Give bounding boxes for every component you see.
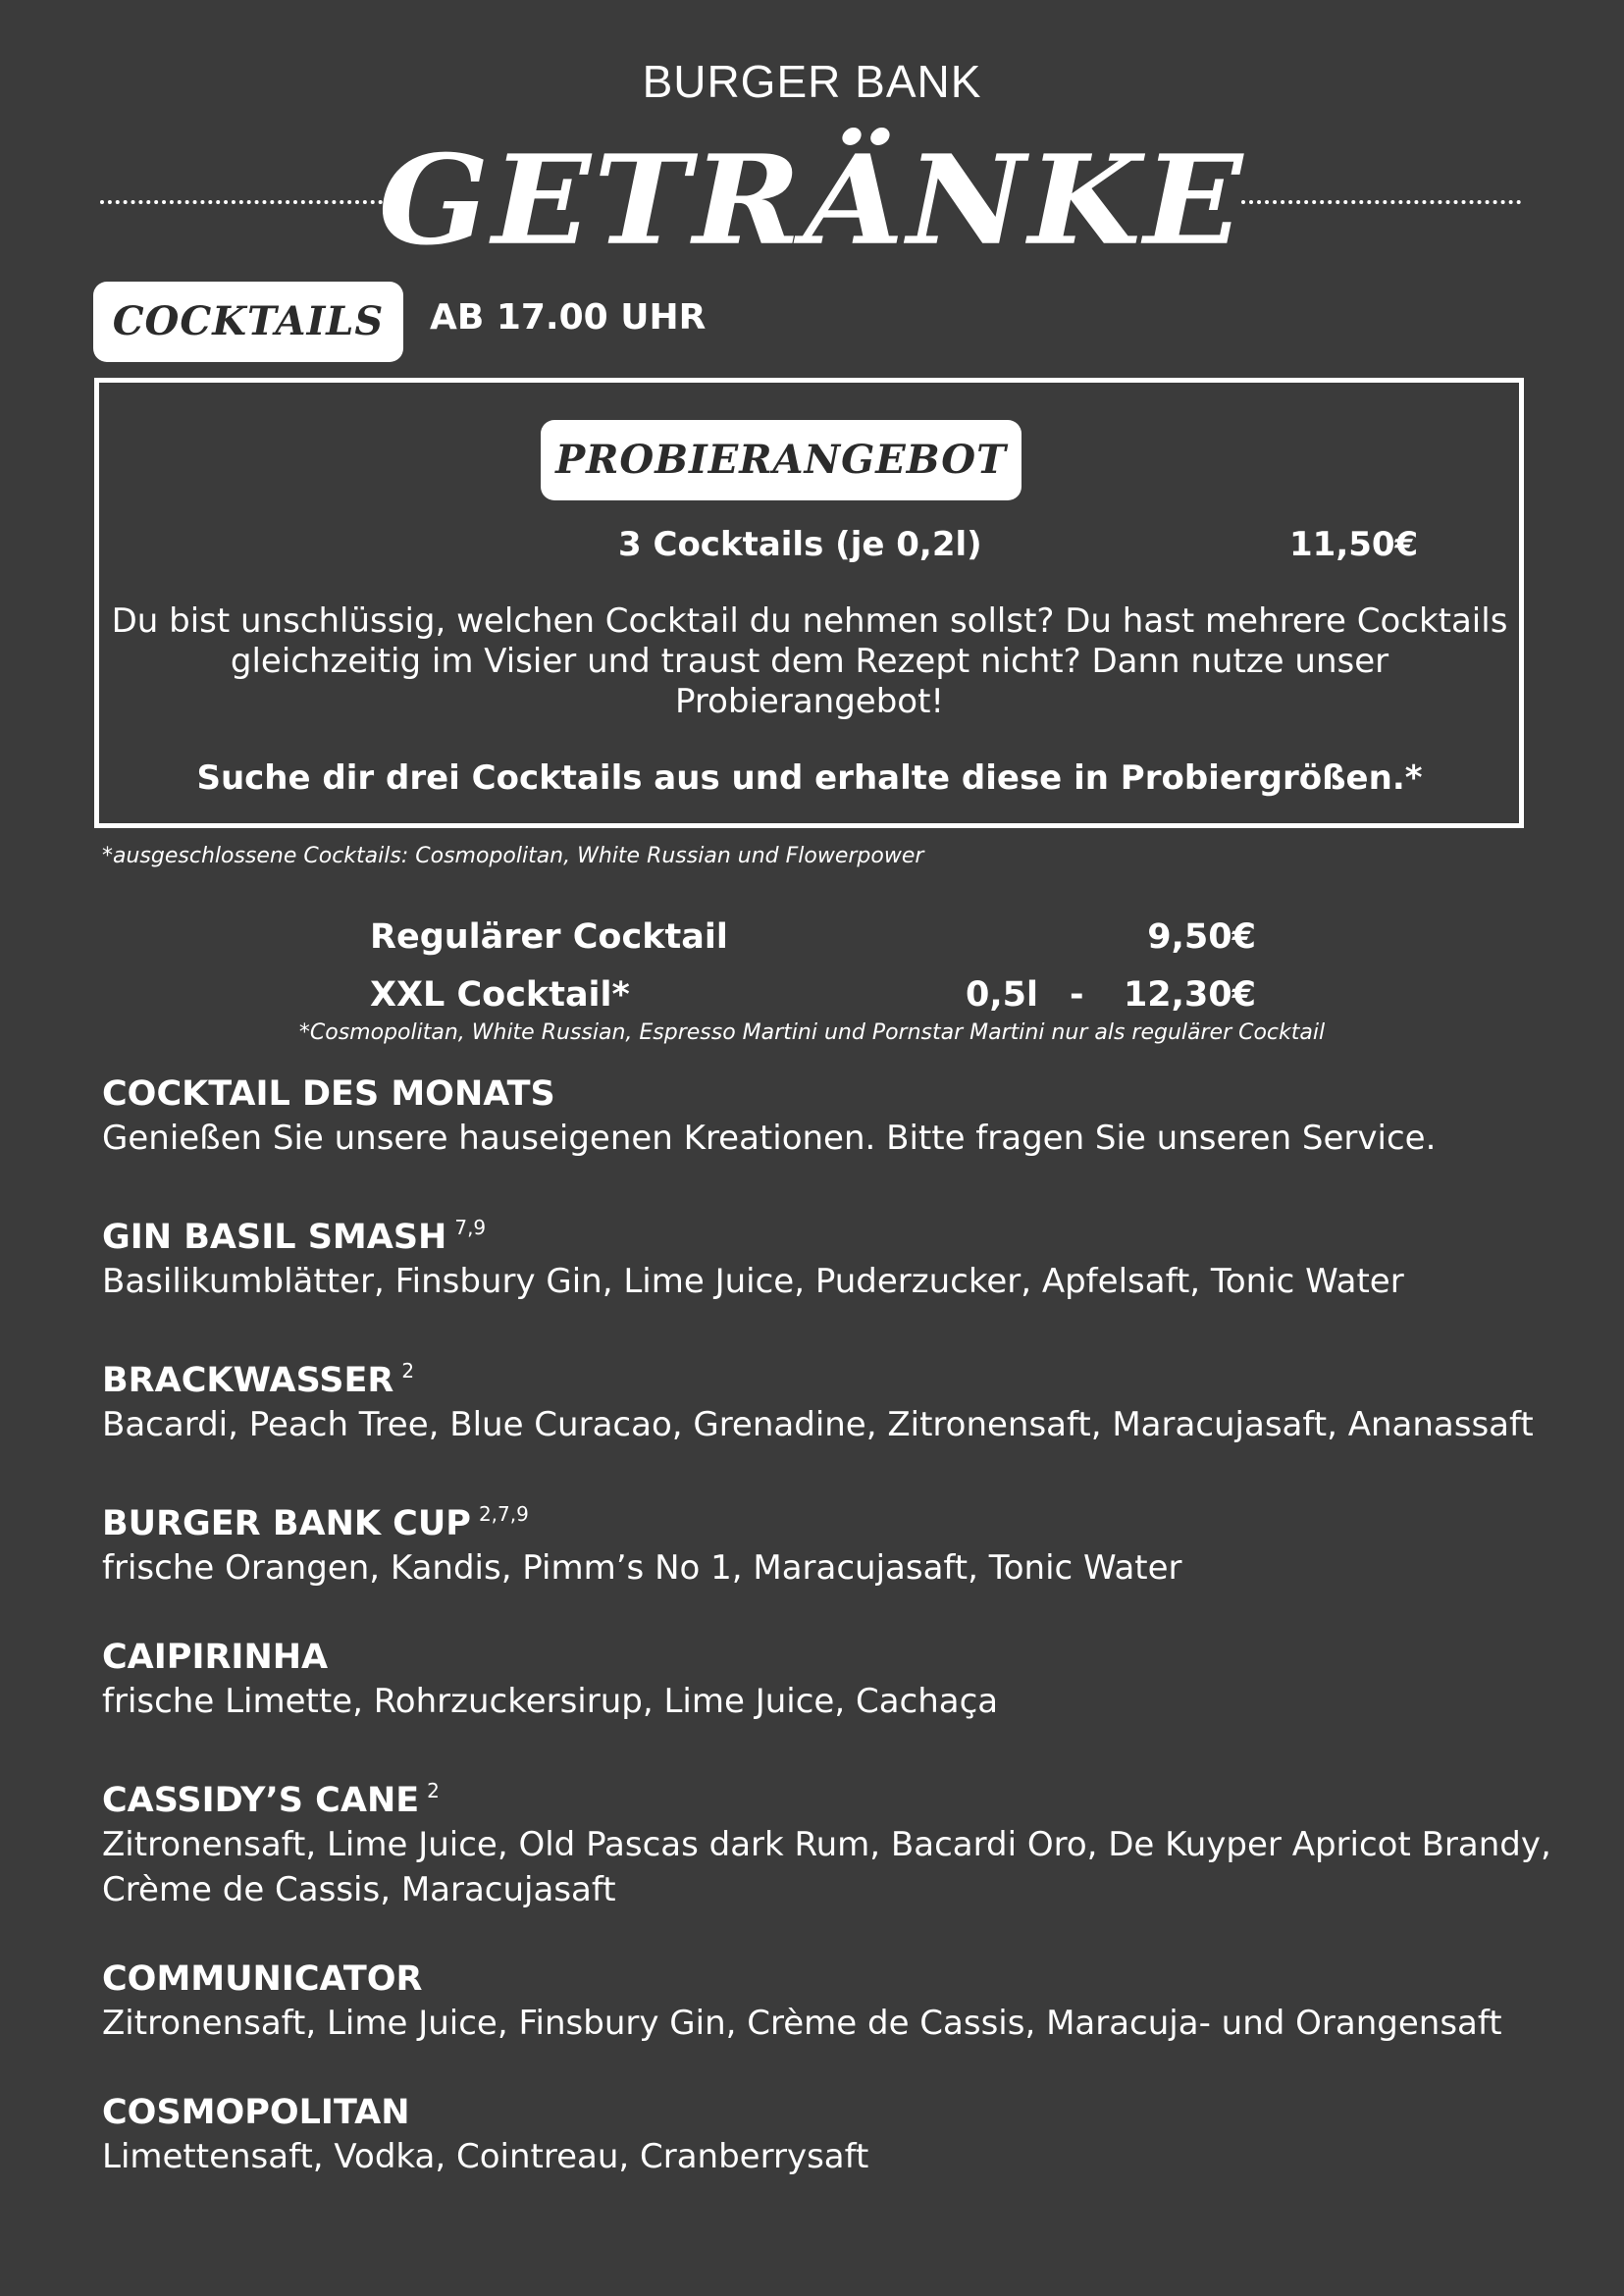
regular-cocktail-label: Regulärer Cocktail	[370, 917, 728, 957]
allergen-footnote: 2	[401, 1359, 415, 1383]
cocktail-name: COCKTAIL DES MONATS	[102, 1074, 555, 1114]
list-item	[102, 1072, 1574, 1161]
xxl-cocktail-size: 0,5l	[966, 975, 1038, 1015]
probe-offer-callout: Suche dir drei Cocktails aus und erhalte diese in Probiergrößen.*	[196, 758, 1423, 798]
cocktails-section-badge: COCKTAILS	[93, 282, 403, 362]
probe-offer-description: Du bist unschlüssig, welchen Cocktail du nehmen sollst? Du hast mehrere Cocktails gleichzeitig im Visier und traust dem Rezept nicht? Dann nutze unser Probierangebot!	[111, 601, 1508, 721]
xxl-exclusion-footnote: *Cosmopolitan, White Russian, Espresso Martini und Pornstar Martini nur als regulärer Cocktail	[298, 1020, 1326, 1045]
cocktail-list	[102, 1072, 1574, 2224]
cocktail-name: BURGER BANK CUP $^{2,7,9}$	[102, 1502, 529, 1543]
cocktail-name: COMMUNICATOR	[102, 1959, 423, 1999]
list-item	[102, 1492, 1574, 1591]
xxl-cocktail-dash: -	[1070, 975, 1084, 1015]
cocktail-ingredients: frische Limette, Rohrzuckersirup, Lime Juice, Cachaça	[102, 1682, 999, 1721]
cocktail-name: CAIPIRINHA	[102, 1638, 329, 1677]
cocktail-ingredients: Bacardi, Peach Tree, Blue Curacao, Grenadine, Zitronensaft, Maracujasaft, Ananassaft	[102, 1405, 1534, 1444]
page-title: GETRÄNKE	[378, 128, 1246, 274]
list-item	[102, 1769, 1574, 1912]
cocktail-name: BRACKWASSER $^2$	[102, 1359, 415, 1400]
excluded-cocktails-footnote: *ausgeschlossene Cocktails: Cosmopolitan, White Russian und Flowerpower	[102, 844, 924, 868]
list-item	[102, 1636, 1574, 1724]
cocktail-ingredients: frische Orangen, Kandis, Pimm’s No 1, Maracujasaft, Tonic Water	[102, 1548, 1182, 1588]
cocktail-ingredients: Zitronensaft, Lime Juice, Finsbury Gin, Crème de Cassis, Maracuja- und Orangensaft	[102, 2004, 1502, 2043]
allergen-footnote: 7,9	[454, 1216, 487, 1239]
list-item	[102, 1206, 1574, 1304]
xxl-cocktail-label: XXL Cocktail*	[370, 975, 630, 1015]
cocktail-ingredients: Limettensaft, Vodka, Cointreau, Cranberrysaft	[102, 2137, 869, 2176]
list-item	[102, 1957, 1574, 2046]
dotted-divider-right	[1241, 200, 1521, 204]
cocktail-name: CASSIDY’S CANE $^2$	[102, 1779, 440, 1820]
title-row	[0, 128, 1624, 274]
list-item	[102, 2091, 1574, 2179]
cocktail-name: COSMOPOLITAN	[102, 2093, 410, 2132]
probe-offer-price: 11,50€	[1289, 525, 1419, 564]
cocktails-time: AB 17.00 UHR	[430, 297, 707, 338]
brand-name: BURGER BANK	[642, 56, 982, 107]
regular-cocktail-price: 9,50€	[1147, 917, 1256, 957]
cocktail-ingredients: Zitronensaft, Lime Juice, Old Pascas dark Rum, Bacardi Oro, De Kuyper Apricot Brandy, Crème de Cassis, Maracujasaft	[102, 1825, 1551, 1909]
cocktail-ingredients: Basilikumblätter, Finsbury Gin, Lime Juice, Puderzucker, Apfelsaft, Tonic Water	[102, 1262, 1404, 1301]
probe-offer-badge: PROBIERANGEBOT	[541, 420, 1022, 500]
probe-offer-item: 3 Cocktails (je 0,2l)	[618, 525, 982, 564]
allergen-footnote: 2	[427, 1779, 440, 1802]
allergen-footnote: 2,7,9	[478, 1502, 529, 1526]
cocktail-name: GIN BASIL SMASH $^{7,9}$	[102, 1216, 487, 1257]
xxl-cocktail-price: 12,30€	[1123, 975, 1256, 1015]
list-item	[102, 1349, 1574, 1447]
cocktail-ingredients: Genießen Sie unsere hauseigenen Kreationen. Bitte fragen Sie unseren Service.	[102, 1119, 1437, 1158]
